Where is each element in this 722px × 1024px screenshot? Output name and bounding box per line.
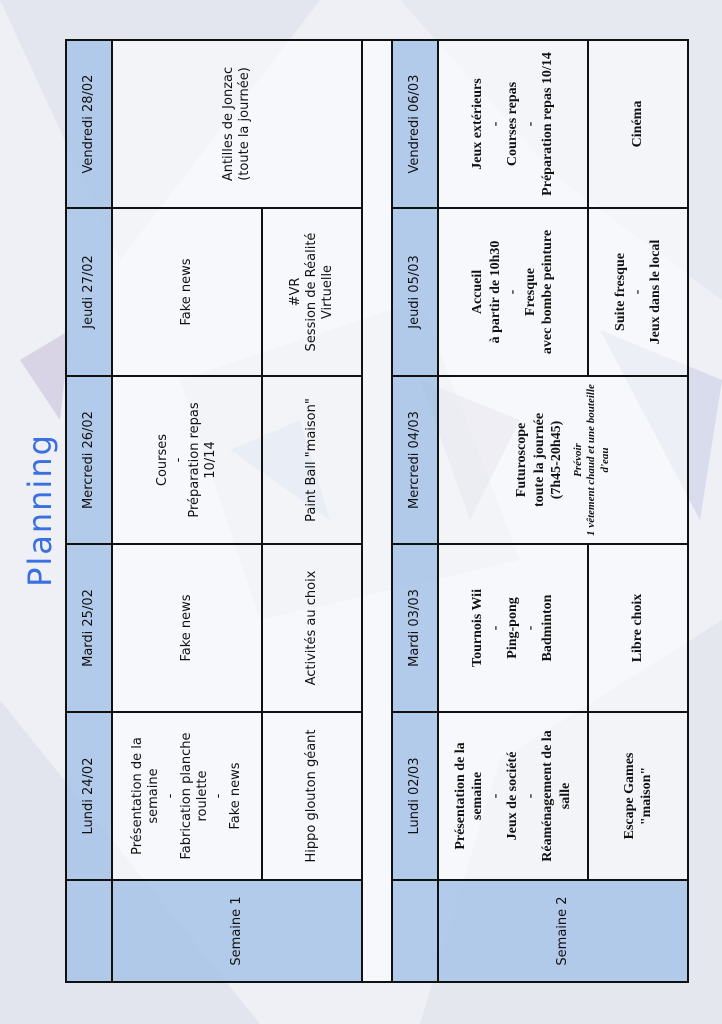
week2-mon-morning bbox=[438, 712, 588, 880]
week1-mon-morning bbox=[112, 712, 262, 880]
cell-line: à partir de 10h30 bbox=[487, 240, 503, 344]
page-title-wrap bbox=[14, 420, 66, 600]
cell-line: Session de Réalité Virtuelle bbox=[303, 232, 336, 352]
cell-line: Antilles de Jonzac bbox=[220, 66, 236, 182]
planning-table bbox=[65, 39, 689, 983]
cell-line: (7h45-20h45) bbox=[549, 420, 565, 500]
cell-line: Fresque bbox=[522, 268, 538, 316]
separator-cell bbox=[362, 40, 392, 982]
week1-label: Semaine 1 bbox=[112, 880, 362, 982]
cell-line: Jeux extérieurs bbox=[470, 78, 486, 170]
note-line: 1 vêtement chaud et une bouteille d'eau bbox=[585, 384, 612, 536]
cell-line: Courses repas bbox=[505, 81, 521, 167]
week2-thu-afternoon bbox=[588, 208, 688, 376]
week1-day-thu: Jeudi 27/02 bbox=[66, 208, 112, 376]
cell-line: Futuroscope bbox=[514, 422, 530, 498]
cell-line: Suite fresque bbox=[612, 253, 628, 331]
cell-line: - bbox=[522, 121, 538, 127]
cell-line: Jeux dans le local bbox=[647, 239, 663, 345]
cell-line: (toute la journée) bbox=[237, 67, 252, 181]
cell-line: - bbox=[487, 793, 503, 799]
cell-line: Escape Games bbox=[621, 752, 637, 840]
week1-mon-afternoon: Hippo glouton géant bbox=[262, 712, 362, 880]
week-separator bbox=[362, 40, 392, 982]
cell-line: Jeux de société bbox=[505, 751, 521, 841]
week1-tue-morning: Fake news bbox=[112, 544, 262, 712]
cell-line: "maison" bbox=[639, 766, 654, 826]
week2-header-row bbox=[392, 40, 438, 982]
note-line: Prévoir bbox=[571, 443, 584, 477]
week2-thu-morning bbox=[438, 208, 588, 376]
week2-tue-morning bbox=[438, 544, 588, 712]
week1-day-fri: Vendredi 28/02 bbox=[66, 40, 112, 208]
cell-line: - bbox=[211, 793, 227, 799]
week1-corner bbox=[66, 880, 112, 982]
week1-day-mon: Lundi 24/02 bbox=[66, 712, 112, 880]
week1-day-wed: Mercredi 26/02 bbox=[66, 376, 112, 544]
week2-wed-allday bbox=[438, 376, 688, 544]
week2-morning-row bbox=[438, 40, 588, 982]
cell-line: - bbox=[505, 289, 521, 295]
cell-line: - bbox=[162, 793, 178, 799]
week2-wed-note bbox=[572, 383, 613, 537]
week2-day-wed: Mercredi 04/03 bbox=[392, 376, 438, 544]
planning-table-container bbox=[65, 41, 663, 983]
week2-day-tue: Mardi 03/03 bbox=[392, 544, 438, 712]
cell-line: Préparation repas 10/14 bbox=[187, 402, 219, 518]
cell-line: - bbox=[487, 625, 503, 631]
cell-line: Présentation de la semaine bbox=[452, 742, 486, 850]
week1-day-tue: Mardi 25/02 bbox=[66, 544, 112, 712]
cell-line: #VR bbox=[287, 277, 303, 307]
week2-mon-afternoon bbox=[588, 712, 688, 880]
week1-wed-afternoon: Paint Ball "maison" bbox=[262, 376, 362, 544]
week1-thu-afternoon bbox=[262, 208, 362, 376]
cell-line: Réaménagement de la salle bbox=[540, 730, 573, 862]
cell-line: Ping-pong bbox=[505, 597, 521, 659]
cell-line: - bbox=[522, 793, 538, 799]
week1-tue-afternoon: Activités au choix bbox=[262, 544, 362, 712]
week2-day-mon: Lundi 02/03 bbox=[392, 712, 438, 880]
week2-fri-afternoon: Cinéma bbox=[588, 40, 688, 208]
week2-tue-afternoon: Libre choix bbox=[588, 544, 688, 712]
cell-line: toute la journée bbox=[531, 412, 547, 508]
cell-line: - bbox=[630, 289, 646, 295]
cell-line: - bbox=[487, 121, 503, 127]
week2-label: Semaine 2 bbox=[438, 880, 688, 982]
cell-line: - bbox=[170, 457, 186, 463]
cell-line: Accueil bbox=[470, 269, 486, 315]
cell-line: Présentation de la semaine bbox=[130, 737, 162, 855]
cell-line: Tournois Wii bbox=[470, 589, 486, 667]
week1-thu-morning: Fake news bbox=[112, 208, 262, 376]
cell-line: Préparation repas 10/14 bbox=[540, 52, 556, 196]
week1-morning-row bbox=[112, 40, 262, 982]
week2-corner bbox=[392, 880, 438, 982]
cell-line: Courses bbox=[154, 433, 170, 487]
page-title: Planning bbox=[21, 433, 59, 587]
week1-wed-morning bbox=[112, 376, 262, 544]
cell-line: Fake news bbox=[227, 762, 243, 830]
cell-line: avec bombe peinture bbox=[540, 229, 556, 355]
week2-day-thu: Jeudi 05/03 bbox=[392, 208, 438, 376]
cell-line: - bbox=[522, 625, 538, 631]
week2-fri-morning bbox=[438, 40, 588, 208]
week1-fri-allday bbox=[112, 40, 362, 208]
week2-day-fri: Vendredi 06/03 bbox=[392, 40, 438, 208]
cell-line: Fabrication planche roulette bbox=[178, 732, 211, 860]
week1-header-row bbox=[66, 40, 112, 982]
cell-line: Badminton bbox=[540, 594, 556, 662]
